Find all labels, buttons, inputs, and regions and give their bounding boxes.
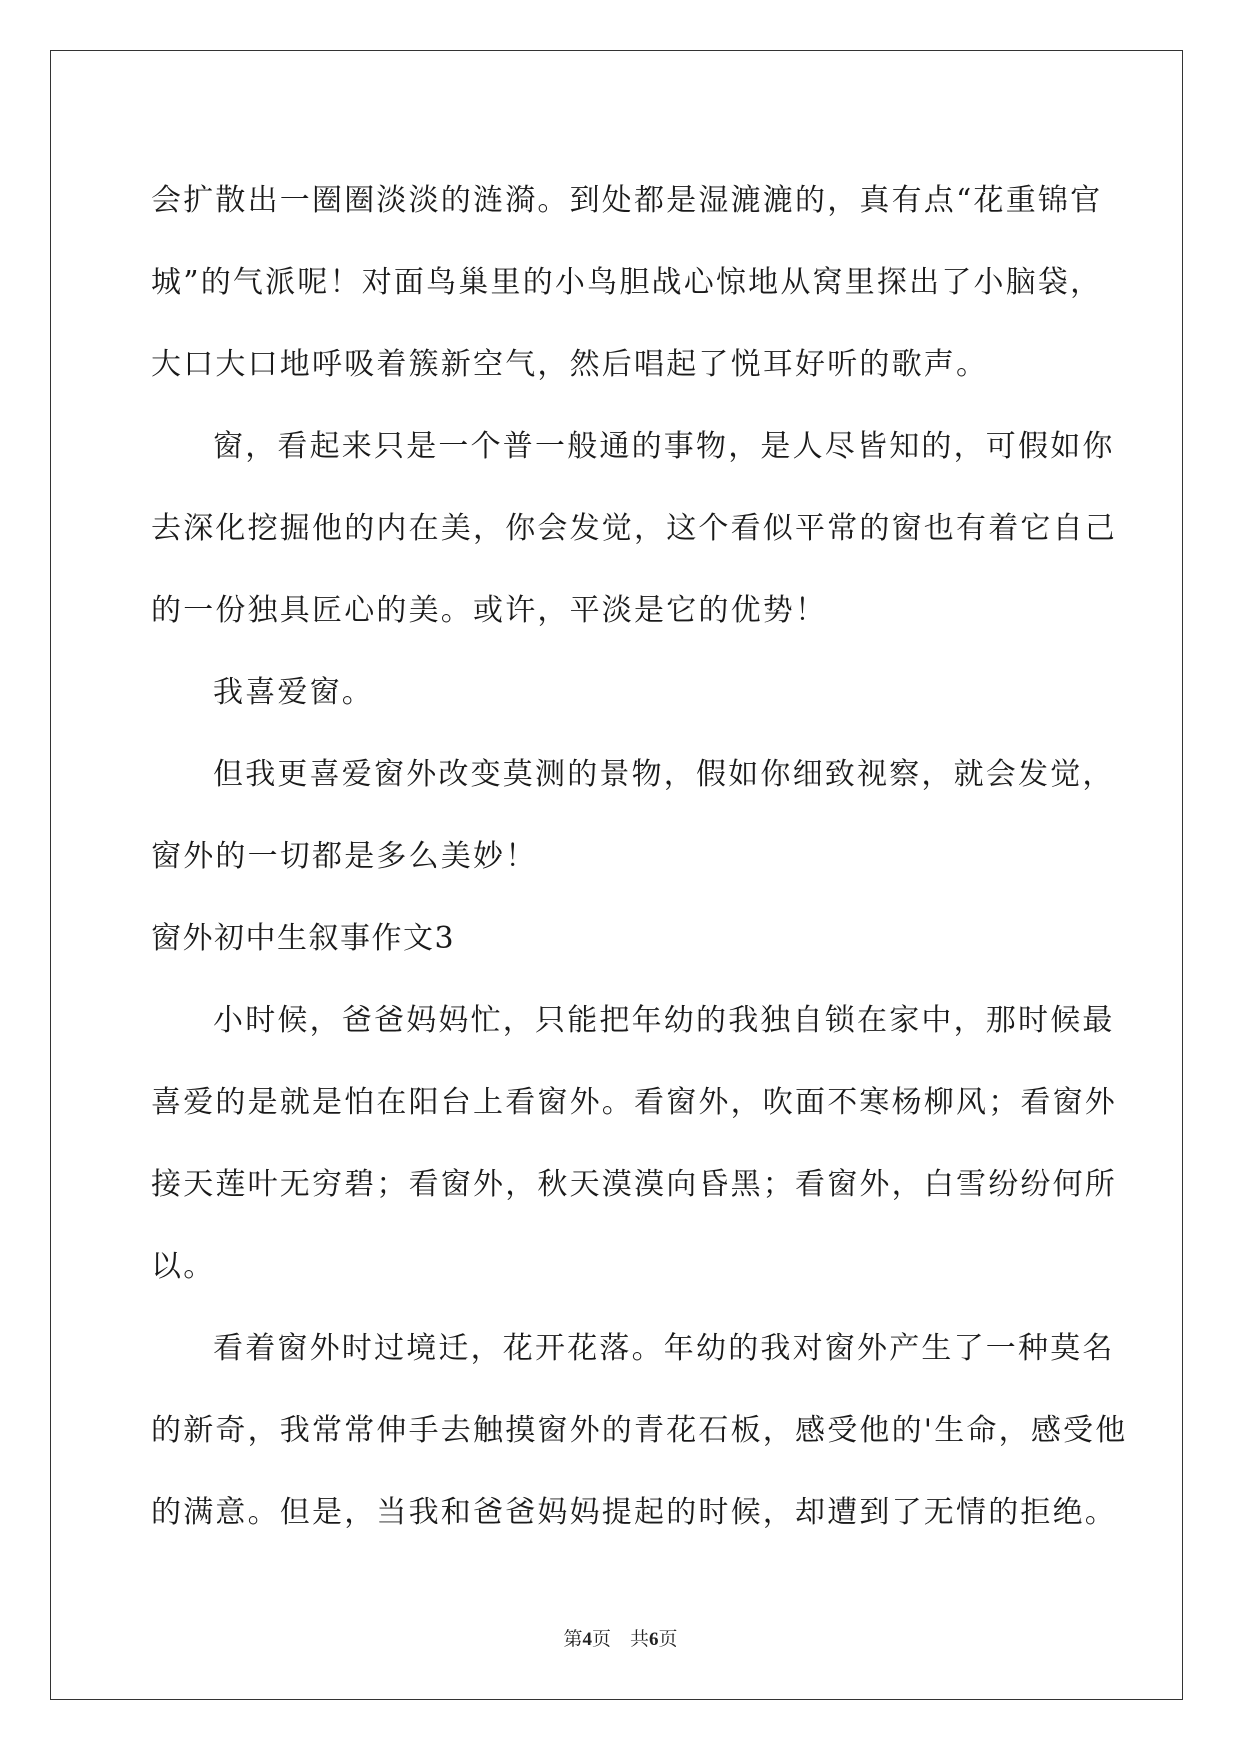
text-line: 大口大口地呼吸着簇新空气，然后唱起了悦耳好听的歌声。	[151, 347, 989, 382]
text-line: 城”的气派呢！对面鸟巢里的小鸟胆战心惊地从窝里探出了小脑袋，	[151, 265, 1103, 300]
page-footer	[0, 1624, 1241, 1651]
text-line: 窗外的一切都是多么美妙！	[151, 839, 538, 874]
text-line: 去深化挖掘他的内在美，你会发觉，这个看似平常的窗也有着它自己	[151, 511, 1117, 546]
total-suffix: 页	[658, 1629, 678, 1650]
paragraph-start-line: 窗，看起来只是一个普一般通的事物，是人尽皆知的，可假如你	[213, 429, 1115, 464]
text-line: 以。	[151, 1249, 216, 1284]
text-line: 会扩散出一圈圈淡淡的涟漪。到处都是湿漉漉的，真有点“花重锦官	[151, 183, 1103, 218]
text-line: 接天莲叶无穷碧；看窗外，秋天漠漠向昏黑；看窗外，白雪纷纷何所	[151, 1167, 1117, 1202]
paragraph-start-line: 但我更喜爱窗外改变莫测的景物，假如你细致视察，就会发觉，	[213, 757, 1115, 792]
document-body	[151, 160, 1128, 1554]
page-prefix: 第	[563, 1629, 583, 1650]
page-suffix: 页	[591, 1629, 611, 1650]
paragraph-start-line: 小时候，爸爸妈妈忙，只能把年幼的我独自锁在家中，那时候最	[213, 1003, 1115, 1038]
text-line: 的满意。但是，当我和爸爸妈妈提起的时候，却遭到了无情的拒绝。	[151, 1495, 1117, 1530]
paragraph-start-line: 我喜爱窗。	[213, 675, 374, 710]
text-line: 的新奇，我常常伸手去触摸窗外的青花石板，感受他的'生命，感受他	[151, 1413, 1128, 1448]
text-line: 喜爱的是就是怕在阳台上看窗外。看窗外，吹面不寒杨柳风；看窗外	[151, 1085, 1117, 1120]
total-prefix: 共	[630, 1629, 650, 1650]
total-page-count: 6	[649, 1629, 659, 1650]
text-line: 的一份独具匠心的美。或许，平淡是它的优势！	[151, 593, 828, 628]
current-page-number: 4	[582, 1629, 592, 1650]
paragraph-start-line: 看着窗外时过境迁，花开花落。年幼的我对窗外产生了一种莫名	[213, 1331, 1115, 1366]
section-heading: 窗外初中生叙事作文3	[151, 921, 456, 956]
